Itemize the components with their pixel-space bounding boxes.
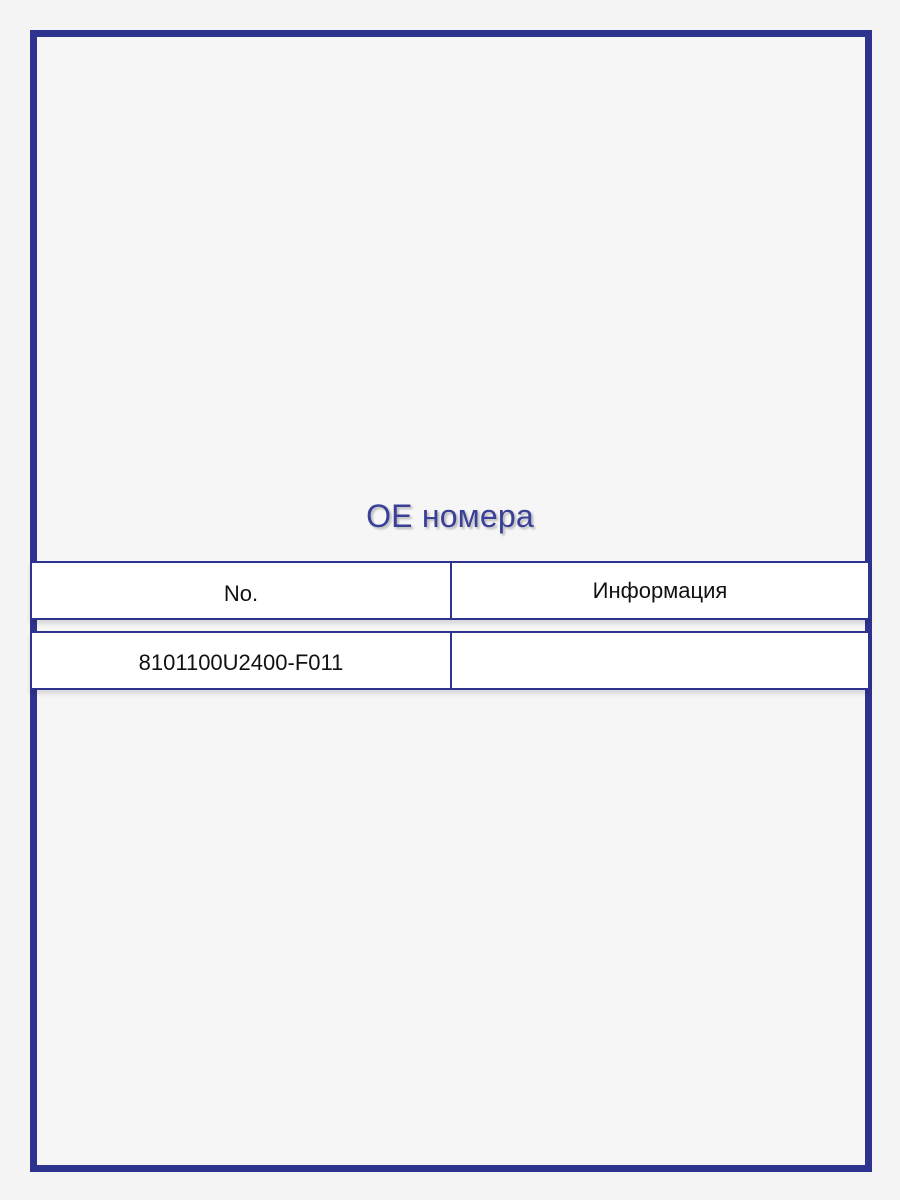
table-row: [30, 631, 870, 690]
cell-info: [452, 633, 868, 688]
cell-oe-number: 8101100U2400-F011: [32, 633, 452, 688]
header-cell-number: No.: [32, 563, 452, 618]
page-title: OE номера: [366, 498, 534, 534]
table-header-row: [30, 561, 870, 620]
header-cell-info: Информация: [592, 577, 728, 603]
